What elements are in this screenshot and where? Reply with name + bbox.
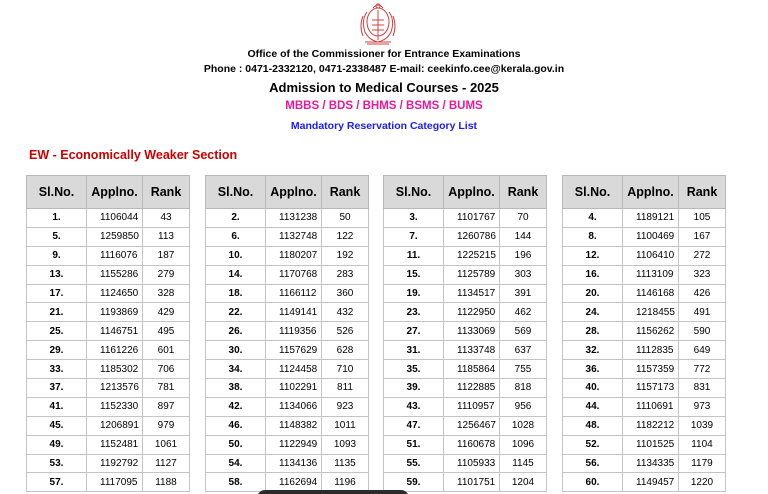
kerala-emblem-icon xyxy=(357,0,399,46)
rank-cell: 526 xyxy=(322,322,369,341)
rank-table xyxy=(562,175,726,492)
serial-cell: 48. xyxy=(563,416,623,435)
rank-cell: 637 xyxy=(500,341,547,360)
rank-cell: 1104 xyxy=(679,435,726,454)
rank-cell: 590 xyxy=(679,322,726,341)
rank-cell: 462 xyxy=(500,303,547,322)
rank-cell: 979 xyxy=(143,416,190,435)
table-row xyxy=(384,284,547,303)
serial-cell: 14. xyxy=(206,265,266,284)
table-row xyxy=(206,341,369,360)
serial-cell: 21. xyxy=(27,303,87,322)
serial-cell: 55. xyxy=(384,454,444,473)
application-number-cell: 1218455 xyxy=(623,303,679,322)
serial-cell: 25. xyxy=(27,322,87,341)
rank-cell: 1096 xyxy=(500,435,547,454)
rank-cell: 113 xyxy=(143,227,190,246)
table-row xyxy=(384,341,547,360)
table-row xyxy=(206,435,369,454)
rank-cell: 569 xyxy=(500,322,547,341)
table-row xyxy=(27,265,190,284)
serial-cell: 11. xyxy=(384,246,444,265)
serial-cell: 3. xyxy=(384,209,444,228)
rank-cell: 50 xyxy=(322,209,369,228)
application-number-cell: 1148382 xyxy=(266,416,322,435)
application-number-cell: 1149457 xyxy=(623,473,679,492)
application-number-cell: 1157629 xyxy=(266,341,322,360)
application-number-cell: 1124650 xyxy=(87,284,143,303)
rank-cell: 279 xyxy=(143,265,190,284)
table-row xyxy=(563,397,726,416)
rank-cell: 432 xyxy=(322,303,369,322)
table-row xyxy=(384,454,547,473)
serial-cell: 52. xyxy=(563,435,623,454)
table-row xyxy=(563,341,726,360)
rank-cell: 706 xyxy=(143,360,190,379)
rank-cell: 897 xyxy=(143,397,190,416)
rank-cell: 1093 xyxy=(322,435,369,454)
table-row xyxy=(27,303,190,322)
rank-cell: 710 xyxy=(322,360,369,379)
serial-cell: 7. xyxy=(384,227,444,246)
table-row xyxy=(384,322,547,341)
rank-cell: 187 xyxy=(143,246,190,265)
serial-cell: 45. xyxy=(27,416,87,435)
rank-cell: 1061 xyxy=(143,435,190,454)
rank-cell: 272 xyxy=(679,246,726,265)
serial-cell: 9. xyxy=(27,246,87,265)
serial-cell: 33. xyxy=(27,360,87,379)
table-row xyxy=(563,209,726,228)
rank-cell: 1179 xyxy=(679,454,726,473)
rank-cell: 429 xyxy=(143,303,190,322)
table-row xyxy=(563,416,726,435)
rank-cell: 1204 xyxy=(500,473,547,492)
rank-cell: 283 xyxy=(322,265,369,284)
contact-line: Phone : 0471-2332120, 0471-2338487 E-mail: ceekinfo.cee@kerala.gov.in xyxy=(203,63,565,75)
serial-cell: 8. xyxy=(563,227,623,246)
rank-tables xyxy=(26,175,736,494)
serial-cell: 2. xyxy=(206,209,266,228)
table-row xyxy=(384,303,547,322)
application-number-cell: 1206891 xyxy=(87,416,143,435)
serial-cell: 51. xyxy=(384,435,444,454)
application-number-cell: 1125789 xyxy=(444,265,500,284)
application-number-cell: 1124458 xyxy=(266,360,322,379)
table-row xyxy=(27,454,190,473)
table-row xyxy=(563,379,726,398)
table-row xyxy=(563,284,726,303)
application-number-cell: 1131238 xyxy=(266,209,322,228)
table-row xyxy=(27,227,190,246)
rank-cell: 1039 xyxy=(679,416,726,435)
table-row xyxy=(27,473,190,492)
table-row xyxy=(27,209,190,228)
serial-cell: 19. xyxy=(384,284,444,303)
table-row xyxy=(563,227,726,246)
application-number-cell: 1157173 xyxy=(623,379,679,398)
application-number-cell: 1113109 xyxy=(623,265,679,284)
application-number-cell: 1166112 xyxy=(266,284,322,303)
serial-cell: 37. xyxy=(27,379,87,398)
table-row xyxy=(563,360,726,379)
rank-cell: 811 xyxy=(322,379,369,398)
scroll-overlay[interactable] xyxy=(257,490,409,494)
serial-cell: 53. xyxy=(27,454,87,473)
table-row xyxy=(563,322,726,341)
serial-cell: 15. xyxy=(384,265,444,284)
application-number-cell: 1110691 xyxy=(623,397,679,416)
application-number-cell: 1152481 xyxy=(87,435,143,454)
application-number-cell: 1122950 xyxy=(444,303,500,322)
serial-cell: 4. xyxy=(563,209,623,228)
application-number-cell: 1156262 xyxy=(623,322,679,341)
rank-cell: 956 xyxy=(500,397,547,416)
application-number-cell: 1101767 xyxy=(444,209,500,228)
application-number-cell: 1133069 xyxy=(444,322,500,341)
table-row xyxy=(27,322,190,341)
serial-cell: 5. xyxy=(27,227,87,246)
application-number-cell: 1146168 xyxy=(623,284,679,303)
rank-cell: 196 xyxy=(500,246,547,265)
table-row xyxy=(563,265,726,284)
table-row xyxy=(206,209,369,228)
table-row xyxy=(27,246,190,265)
page-title: Admission to Medical Courses - 2025 xyxy=(269,80,499,95)
serial-cell: 39. xyxy=(384,379,444,398)
rank-cell: 818 xyxy=(500,379,547,398)
serial-cell: 20. xyxy=(563,284,623,303)
table-row xyxy=(563,246,726,265)
table-row xyxy=(563,303,726,322)
application-number-cell: 1160678 xyxy=(444,435,500,454)
application-number-cell: 1116076 xyxy=(87,246,143,265)
application-number-cell: 1134335 xyxy=(623,454,679,473)
table-row xyxy=(206,454,369,473)
application-number-cell: 1162694 xyxy=(266,473,322,492)
rank-cell: 328 xyxy=(143,284,190,303)
serial-cell: 57. xyxy=(27,473,87,492)
rank-cell: 303 xyxy=(500,265,547,284)
application-number-cell: 1185302 xyxy=(87,360,143,379)
table-row xyxy=(384,473,547,492)
table-row xyxy=(27,379,190,398)
application-number-cell: 1119356 xyxy=(266,322,322,341)
application-number-cell: 1189121 xyxy=(623,209,679,228)
table-row xyxy=(27,397,190,416)
rank-cell: 923 xyxy=(322,397,369,416)
rank-cell: 192 xyxy=(322,246,369,265)
rank-cell: 360 xyxy=(322,284,369,303)
serial-cell: 29. xyxy=(27,341,87,360)
application-number-cell: 1132748 xyxy=(266,227,322,246)
table-row xyxy=(27,416,190,435)
serial-cell: 38. xyxy=(206,379,266,398)
rank-cell: 1011 xyxy=(322,416,369,435)
application-number-cell: 1256467 xyxy=(444,416,500,435)
rank-cell: 122 xyxy=(322,227,369,246)
table-row xyxy=(206,322,369,341)
header-rank: Rank xyxy=(500,176,547,209)
application-number-cell: 1133748 xyxy=(444,341,500,360)
application-number-cell: 1161226 xyxy=(87,341,143,360)
application-number-cell: 1100469 xyxy=(623,227,679,246)
application-number-cell: 1101525 xyxy=(623,435,679,454)
application-number-cell: 1122949 xyxy=(266,435,322,454)
serial-cell: 1. xyxy=(27,209,87,228)
header-slno: Sl.No. xyxy=(27,176,87,209)
table-row xyxy=(206,397,369,416)
rank-cell: 1188 xyxy=(143,473,190,492)
rank-cell: 495 xyxy=(143,322,190,341)
serial-cell: 22. xyxy=(206,303,266,322)
application-number-cell: 1260786 xyxy=(444,227,500,246)
application-number-cell: 1102291 xyxy=(266,379,322,398)
application-number-cell: 1122885 xyxy=(444,379,500,398)
rank-cell: 1127 xyxy=(143,454,190,473)
application-number-cell: 1146751 xyxy=(87,322,143,341)
header-slno: Sl.No. xyxy=(384,176,444,209)
rank-cell: 649 xyxy=(679,341,726,360)
application-number-cell: 1157359 xyxy=(623,360,679,379)
application-number-cell: 1182212 xyxy=(623,416,679,435)
table-row xyxy=(206,265,369,284)
header-rank: Rank xyxy=(679,176,726,209)
table-row xyxy=(27,341,190,360)
application-number-cell: 1149141 xyxy=(266,303,322,322)
serial-cell: 41. xyxy=(27,397,87,416)
table-row xyxy=(206,379,369,398)
application-number-cell: 1117095 xyxy=(87,473,143,492)
application-number-cell: 1259850 xyxy=(87,227,143,246)
table-row xyxy=(27,360,190,379)
application-number-cell: 1134136 xyxy=(266,454,322,473)
serial-cell: 42. xyxy=(206,397,266,416)
rank-cell: 105 xyxy=(679,209,726,228)
rank-cell: 1196 xyxy=(322,473,369,492)
serial-cell: 24. xyxy=(563,303,623,322)
table-row xyxy=(206,360,369,379)
rank-cell: 628 xyxy=(322,341,369,360)
application-number-cell: 1105933 xyxy=(444,454,500,473)
rank-cell: 491 xyxy=(679,303,726,322)
application-number-cell: 1112835 xyxy=(623,341,679,360)
header-slno: Sl.No. xyxy=(206,176,266,209)
application-number-cell: 1106044 xyxy=(87,209,143,228)
header-applno: Applno. xyxy=(87,176,143,209)
serial-cell: 23. xyxy=(384,303,444,322)
serial-cell: 56. xyxy=(563,454,623,473)
table-row xyxy=(384,360,547,379)
table-row xyxy=(563,435,726,454)
rank-cell: 831 xyxy=(679,379,726,398)
serial-cell: 50. xyxy=(206,435,266,454)
rank-cell: 391 xyxy=(500,284,547,303)
office-name: Office of the Commissioner for Entrance Examinations xyxy=(247,48,521,60)
serial-cell: 13. xyxy=(27,265,87,284)
serial-cell: 10. xyxy=(206,246,266,265)
application-number-cell: 1213576 xyxy=(87,379,143,398)
serial-cell: 30. xyxy=(206,341,266,360)
rank-table xyxy=(205,175,369,492)
courses-subtitle: MBBS / BDS / BHMS / BSMS / BUMS xyxy=(285,100,483,112)
serial-cell: 12. xyxy=(563,246,623,265)
table-row xyxy=(384,227,547,246)
serial-cell: 49. xyxy=(27,435,87,454)
application-number-cell: 1185864 xyxy=(444,360,500,379)
rank-cell: 144 xyxy=(500,227,547,246)
application-number-cell: 1170768 xyxy=(266,265,322,284)
header-slno: Sl.No. xyxy=(563,176,623,209)
header-rank: Rank xyxy=(322,176,369,209)
rank-cell: 1028 xyxy=(500,416,547,435)
serial-cell: 60. xyxy=(563,473,623,492)
application-number-cell: 1106410 xyxy=(623,246,679,265)
serial-cell: 40. xyxy=(563,379,623,398)
table-row xyxy=(384,435,547,454)
serial-cell: 31. xyxy=(384,341,444,360)
serial-cell: 34. xyxy=(206,360,266,379)
table-row xyxy=(384,209,547,228)
table-row xyxy=(384,265,547,284)
serial-cell: 58. xyxy=(206,473,266,492)
application-number-cell: 1192792 xyxy=(87,454,143,473)
list-title: Mandatory Reservation Category List xyxy=(290,120,478,132)
table-row xyxy=(206,303,369,322)
rank-cell: 772 xyxy=(679,360,726,379)
application-number-cell: 1225215 xyxy=(444,246,500,265)
rank-cell: 167 xyxy=(679,227,726,246)
application-number-cell: 1110957 xyxy=(444,397,500,416)
rank-cell: 70 xyxy=(500,209,547,228)
header-applno: Applno. xyxy=(623,176,679,209)
rank-cell: 1145 xyxy=(500,454,547,473)
serial-cell: 35. xyxy=(384,360,444,379)
rank-cell: 1220 xyxy=(679,473,726,492)
rank-cell: 755 xyxy=(500,360,547,379)
header-applno: Applno. xyxy=(444,176,500,209)
table-row xyxy=(384,416,547,435)
rank-cell: 1135 xyxy=(322,454,369,473)
rank-table xyxy=(26,175,190,492)
table-row xyxy=(384,397,547,416)
serial-cell: 59. xyxy=(384,473,444,492)
table-row xyxy=(206,227,369,246)
table-row xyxy=(206,416,369,435)
serial-cell: 47. xyxy=(384,416,444,435)
application-number-cell: 1180207 xyxy=(266,246,322,265)
rank-cell: 781 xyxy=(143,379,190,398)
table-row xyxy=(27,284,190,303)
rank-table xyxy=(383,175,547,492)
table-row xyxy=(206,284,369,303)
serial-cell: 27. xyxy=(384,322,444,341)
header-applno: Applno. xyxy=(266,176,322,209)
section-title: EW - Economically Weaker Section xyxy=(29,148,238,162)
serial-cell: 26. xyxy=(206,322,266,341)
serial-cell: 18. xyxy=(206,284,266,303)
rank-cell: 43 xyxy=(143,209,190,228)
table-row xyxy=(563,454,726,473)
serial-cell: 36. xyxy=(563,360,623,379)
application-number-cell: 1193869 xyxy=(87,303,143,322)
table-row xyxy=(384,246,547,265)
serial-cell: 17. xyxy=(27,284,87,303)
serial-cell: 46. xyxy=(206,416,266,435)
serial-cell: 43. xyxy=(384,397,444,416)
serial-cell: 28. xyxy=(563,322,623,341)
rank-cell: 323 xyxy=(679,265,726,284)
table-row xyxy=(206,246,369,265)
application-number-cell: 1152330 xyxy=(87,397,143,416)
rank-cell: 973 xyxy=(679,397,726,416)
application-number-cell: 1155286 xyxy=(87,265,143,284)
application-number-cell: 1134517 xyxy=(444,284,500,303)
table-row xyxy=(563,473,726,492)
serial-cell: 54. xyxy=(206,454,266,473)
header-rank: Rank xyxy=(143,176,190,209)
rank-cell: 426 xyxy=(679,284,726,303)
application-number-cell: 1101751 xyxy=(444,473,500,492)
rank-cell: 601 xyxy=(143,341,190,360)
application-number-cell: 1134066 xyxy=(266,397,322,416)
table-row xyxy=(27,435,190,454)
serial-cell: 16. xyxy=(563,265,623,284)
serial-cell: 32. xyxy=(563,341,623,360)
table-row xyxy=(384,379,547,398)
serial-cell: 44. xyxy=(563,397,623,416)
serial-cell: 6. xyxy=(206,227,266,246)
